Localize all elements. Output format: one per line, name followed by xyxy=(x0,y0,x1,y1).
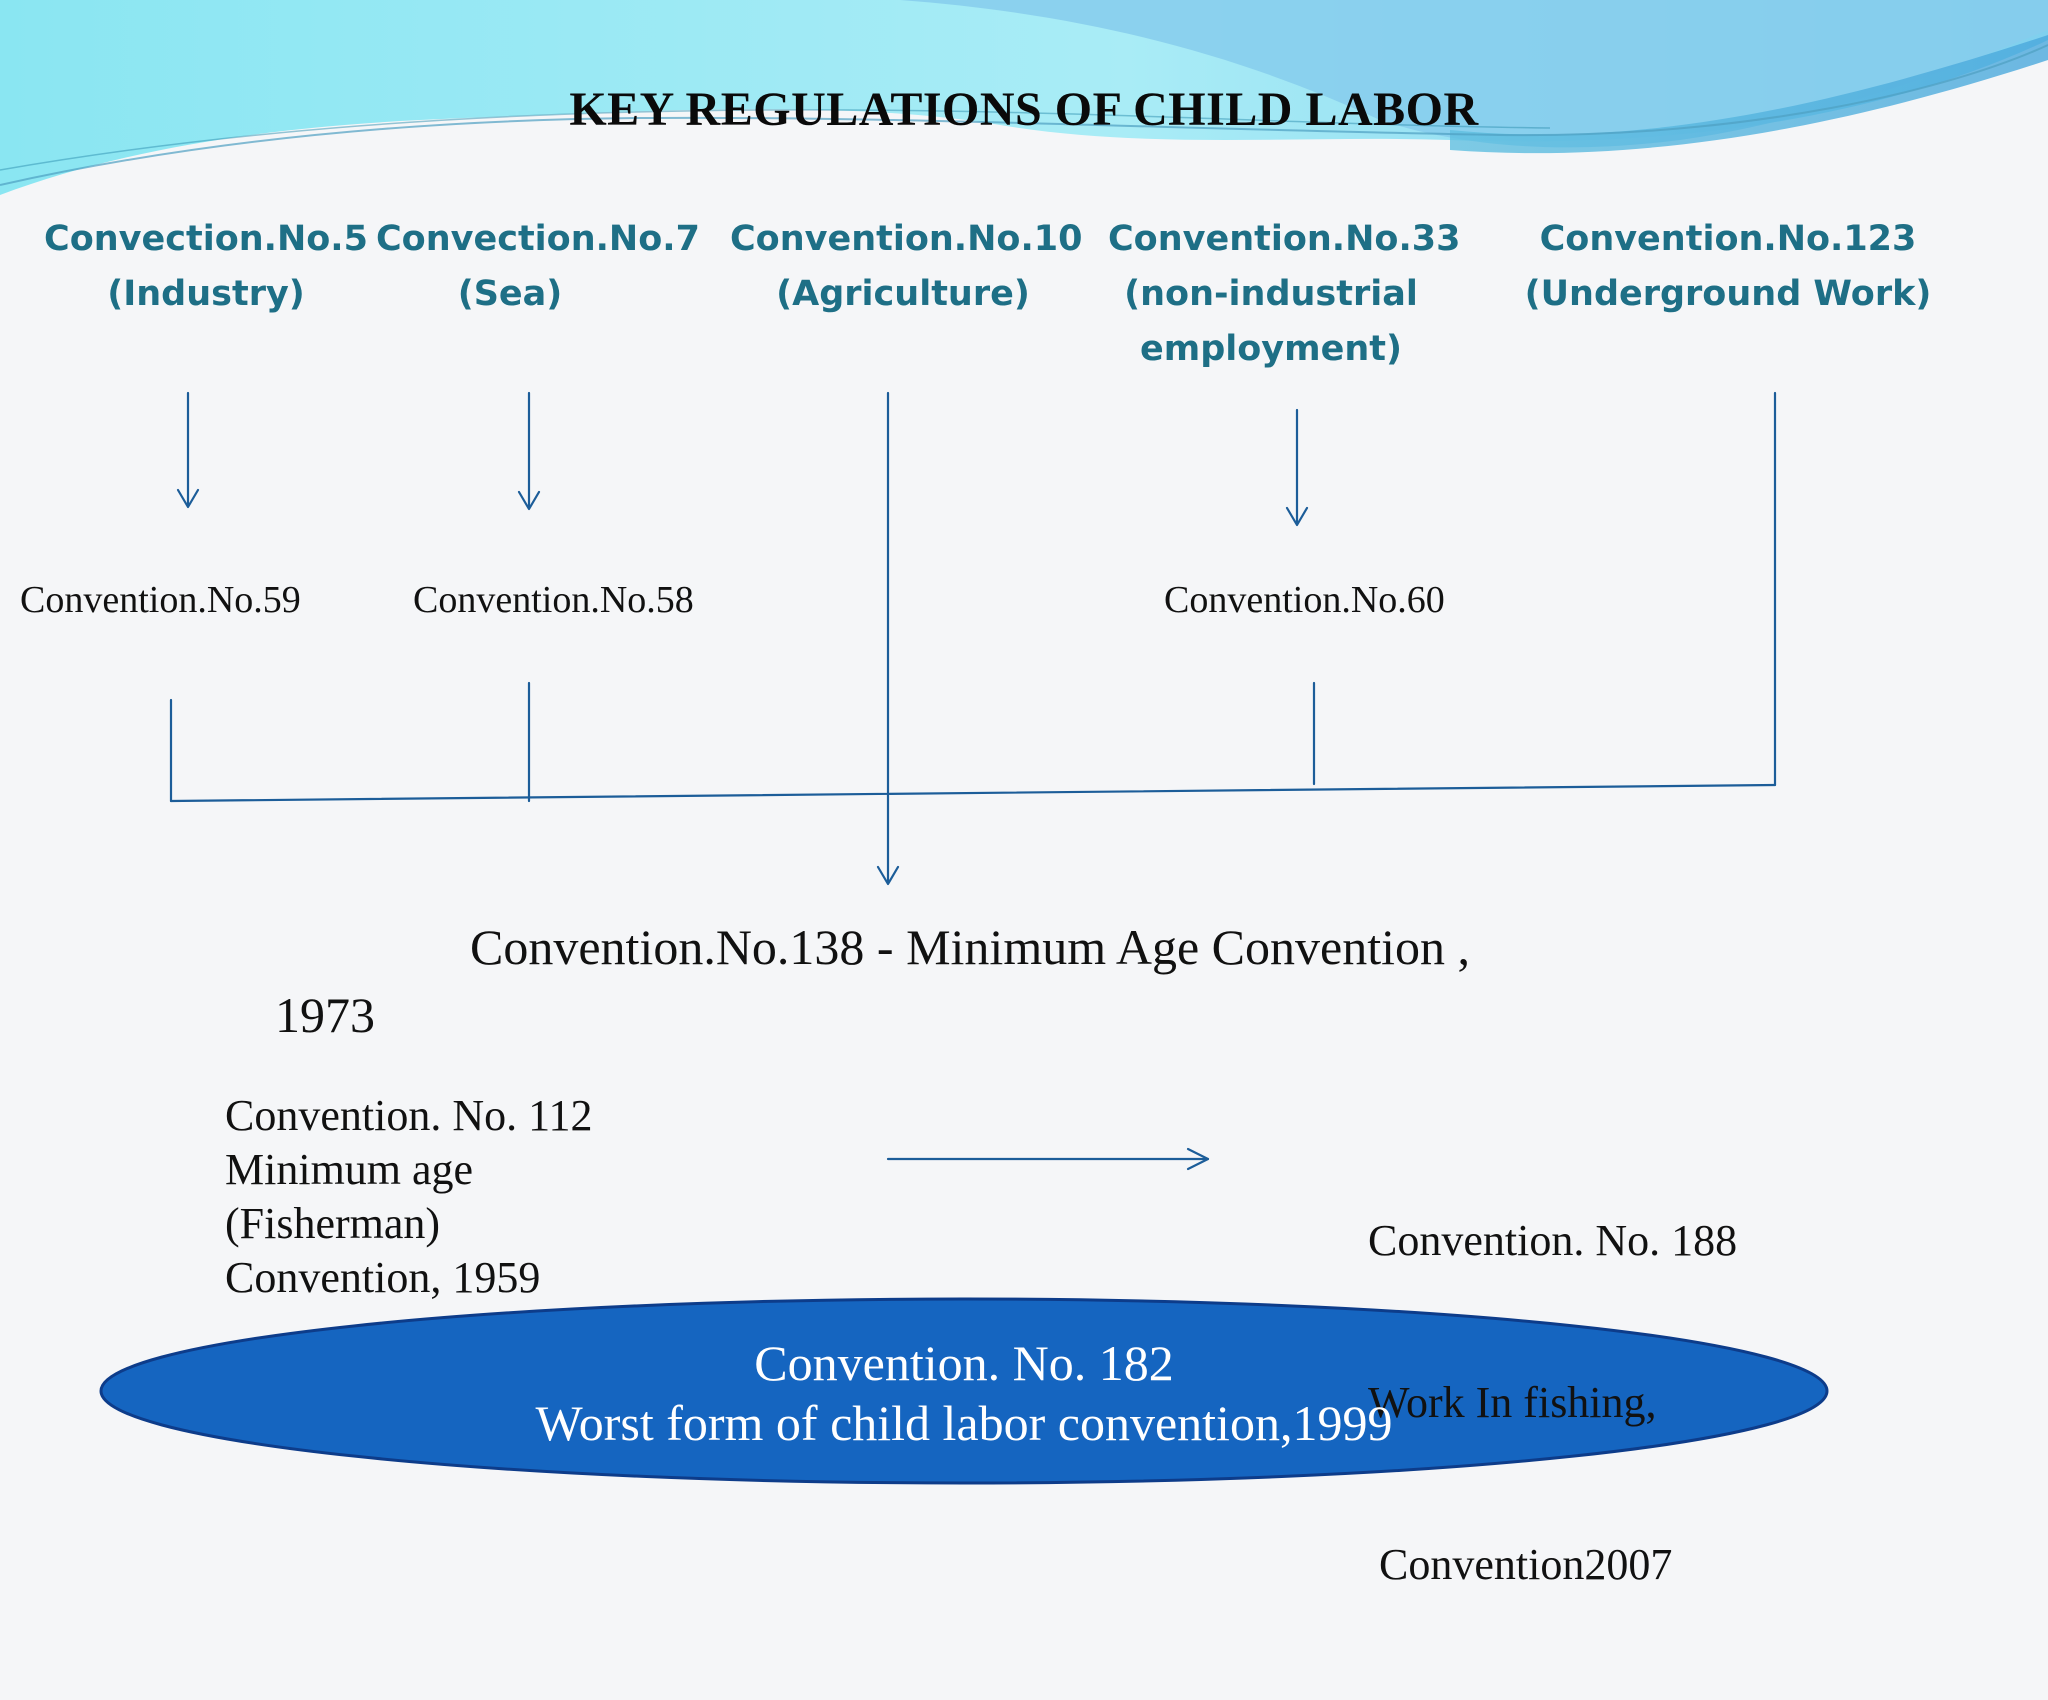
convention-10-label xyxy=(730,212,1083,322)
convention-5-label xyxy=(24,212,388,322)
convention-138-year: 1973 xyxy=(275,987,375,1043)
convention-123-sector: (Underground Work) xyxy=(1524,274,1932,314)
convention-33-sector-cont: employment) xyxy=(1140,329,1402,369)
page-title: KEY REGULATIONS OF CHILD LABOR xyxy=(569,83,1479,136)
convention-7-label xyxy=(376,212,700,322)
convention-33-sector: (non-industrial xyxy=(1124,274,1418,314)
convention-60-label: Convention.No.60 xyxy=(1164,579,1445,621)
convention-112-line: Convention, 1959 xyxy=(225,1253,541,1302)
convention-123-name: Convention.No.123 xyxy=(1539,219,1917,259)
join-line xyxy=(171,785,1775,801)
convention-7-name: Convection.No.7 xyxy=(376,219,700,259)
convention-112-line: (Fisherman) xyxy=(225,1199,441,1248)
convention-188-line: Convention. No. 188 xyxy=(1368,1216,1738,1265)
convention-182-title: Worst form of child labor convention,1999 xyxy=(535,1395,1393,1451)
convention-188-line: Work In fishing, xyxy=(1368,1378,1657,1427)
convention-33-label xyxy=(1108,212,1461,377)
convention-182-name: Convention. No. 182 xyxy=(754,1335,1174,1391)
convention-59-label: Convention.No.59 xyxy=(20,579,301,621)
convention-5-sector: (Industry) xyxy=(107,274,305,314)
worst-forms-text xyxy=(100,1333,1828,1453)
convention-33-name: Convention.No.33 xyxy=(1108,219,1461,259)
convention-188-line: Convention2007 xyxy=(1368,1540,1673,1589)
convention-112-block xyxy=(225,1089,592,1305)
convention-58-label: Convention.No.58 xyxy=(413,579,694,621)
convention-112-line: Minimum age xyxy=(225,1145,474,1194)
convention-138-label: Convention.No.138 - Minimum Age Convention , xyxy=(470,919,1470,975)
convention-7-sector: (Sea) xyxy=(457,274,563,314)
convention-10-sector: (Agriculture) xyxy=(776,274,1030,314)
convention-5-name: Convection.No.5 xyxy=(44,219,368,259)
convention-112-line: Convention. No. 112 xyxy=(225,1091,593,1140)
convention-123-label xyxy=(1518,212,1938,322)
convention-10-name: Convention.No.10 xyxy=(730,219,1083,259)
